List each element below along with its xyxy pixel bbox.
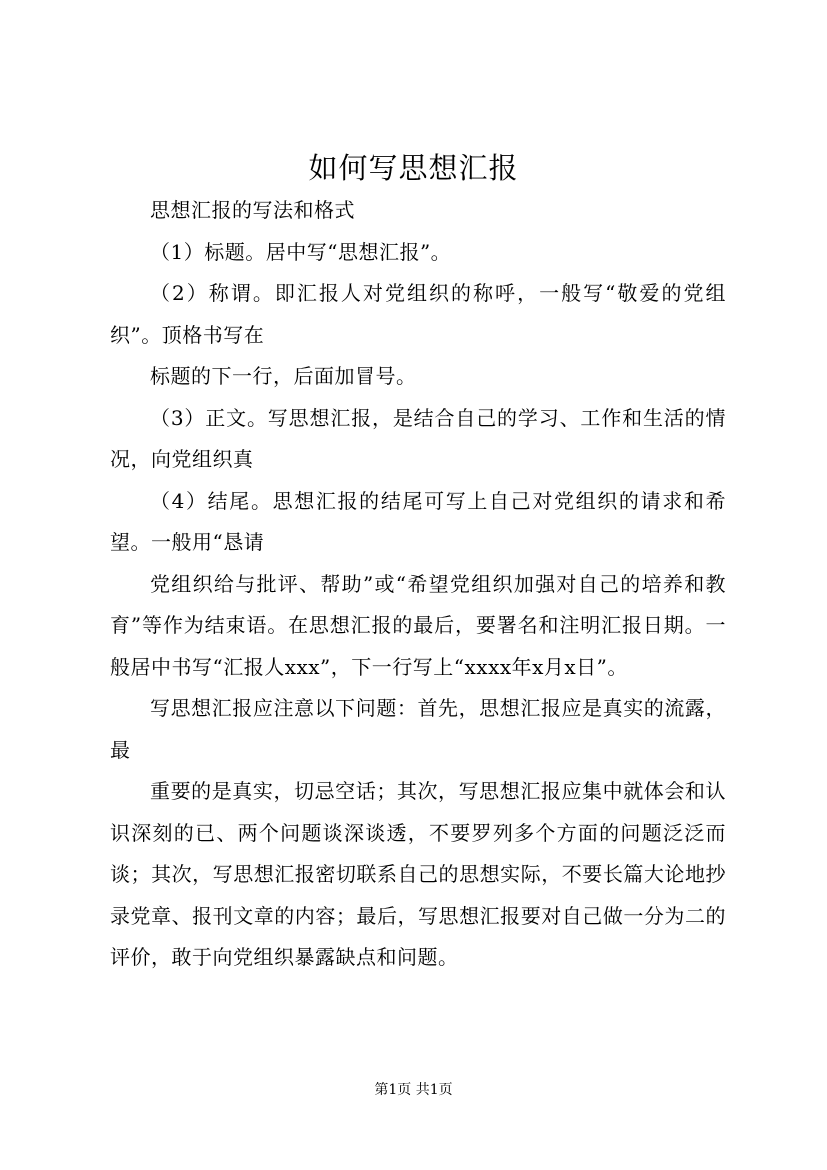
document-title: 如何写思想汇报 [308,151,519,185]
paragraph-notes-cont: 重要的是真实，切忌空话；其次，写思想汇报应集中就体会和认识深刻的已、两个问题谈深谈透，不要罗列多个方面的问题泛泛而谈；其次，写思想汇报密切联系自己的思想实际，不要长篇大论地抄录党章、报刊文章的内容；最后，写思想汇报要对自己做一分为二的评价，敢于向党组织暴露缺点和问题。 [110,779,726,969]
document-body [110,190,726,979]
page-footer: 第1页 共1页 [374,1082,453,1098]
paragraph-item-2: （2）称谓。即汇报人对党组织的称呼，一般写“敬爱的党组织”。顶格书写在 [110,281,726,347]
paragraph-item-2-cont: 标题的下一行，后面加冒号。 [150,364,417,388]
paragraph-item-1: （1）标题。居中写“思想汇报”。 [150,239,452,264]
paragraph-item-3: （3）正文。写思想汇报，是结合自己的学习、工作和生活的情况，向党组织真 [110,405,726,471]
paragraph-heading: 思想汇报的写法和格式 [150,198,355,222]
paragraph-notes: 写思想汇报应注意以下问题：首先，思想汇报应是真实的流露，最 [110,696,726,762]
paragraph-item-4-cont: 党组织给与批评、帮助”或“希望党组织加强对自己的培养和教育”等作为结束语。在思想汇报的最后，要署名和注明汇报日期。一般居中书写“汇报人xxx”，下一行写上“xxxx年x月x日”。 [110,571,726,679]
paragraph-item-4: （4）结尾。思想汇报的结尾可写上自己对党组织的请求和希望。一般用“恳请 [110,488,726,554]
